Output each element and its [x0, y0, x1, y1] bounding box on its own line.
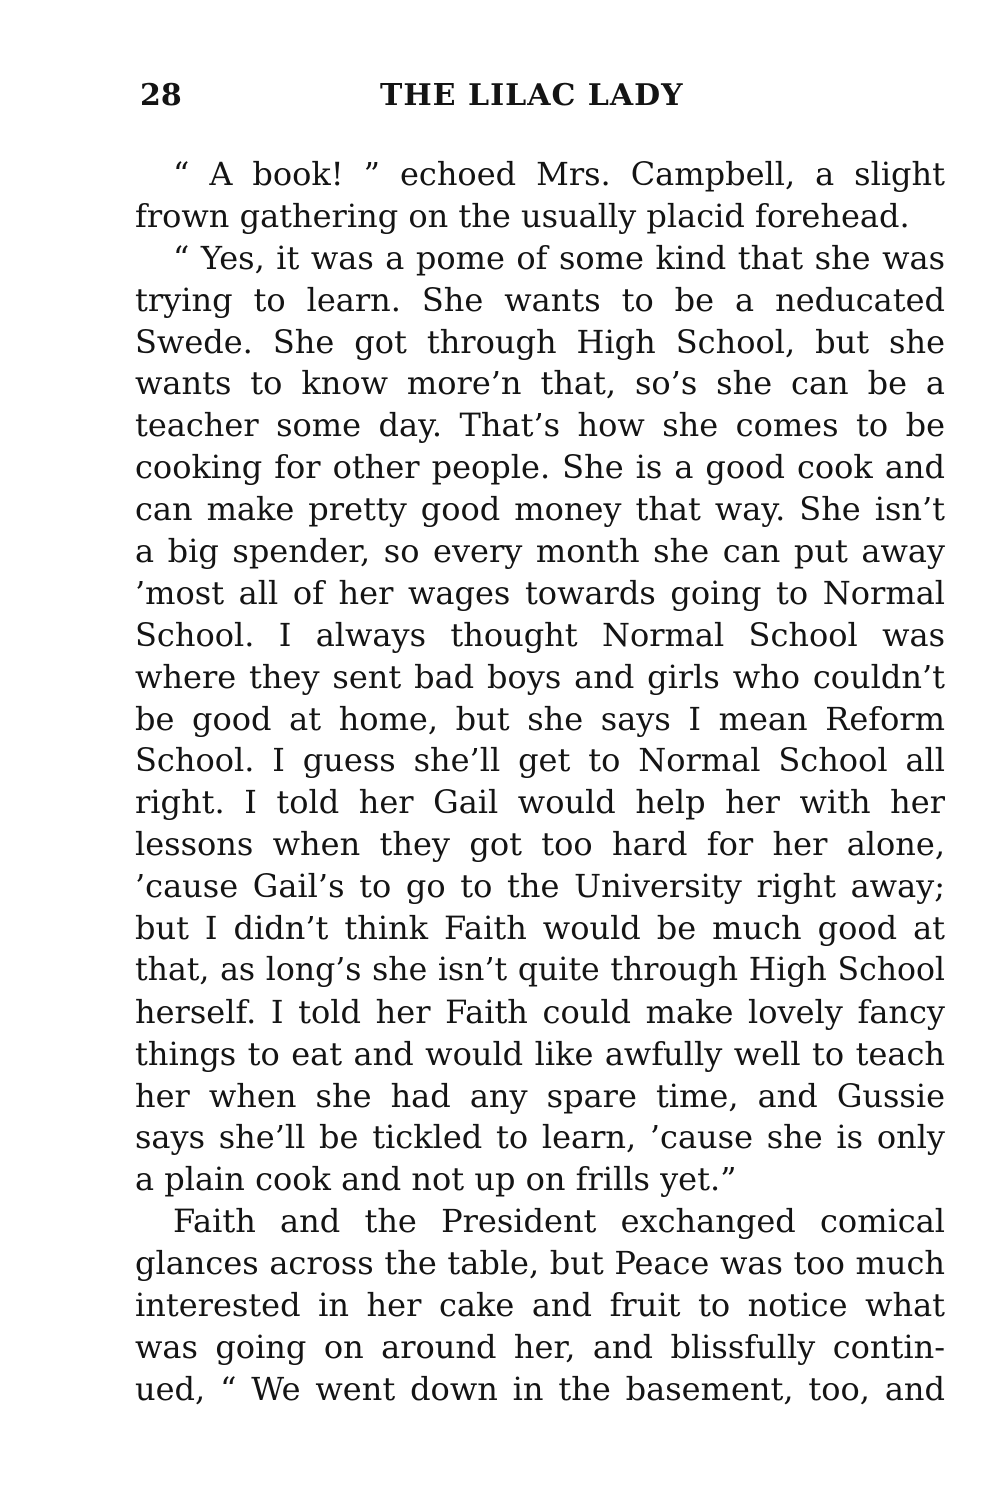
text-line: interested in her cake and fruit to notice what: [135, 1286, 945, 1325]
text-line: Swede. She got through High School, but she: [135, 322, 945, 361]
text-line: School. I always thought Normal School was: [135, 615, 945, 654]
text-line: ’most all of her wages towards going to Normal: [135, 573, 945, 612]
body-text: [135, 154, 945, 1411]
text-line: glances across the table, but Peace was too much: [135, 1244, 945, 1283]
text-line: wants to know more’n that, so’s she can be a: [135, 364, 945, 403]
text-line: right. I told her Gail would help her with her: [135, 783, 945, 822]
page-number: 28: [140, 78, 182, 113]
text-line: things to eat and would like awfully well to teach: [135, 1034, 945, 1073]
text-line: but I didn’t think Faith would be much good at: [135, 909, 945, 948]
text-line: her when she had any spare time, and Gussie: [135, 1076, 945, 1115]
text-line: trying to learn. She wants to be a neducated: [135, 280, 945, 319]
text-line: teacher some day. That’s how she comes to be: [135, 406, 945, 445]
text-line: where they sent bad boys and girls who couldn’t: [135, 657, 945, 696]
text-line: “ A book! ” echoed Mrs. Campbell, a slight: [173, 155, 945, 193]
text-line: a plain cook and not up on frills yet.”: [135, 1160, 737, 1199]
text-line: “ Yes, it was a pome of some kind that she was: [173, 238, 945, 277]
text-line: was going on around her, and blissfully contin-: [135, 1327, 945, 1366]
text-line: be good at home, but she says I mean Reform: [135, 699, 945, 738]
text-line: herself. I told her Faith could make lovely fancy: [135, 992, 945, 1031]
text-line: frown gathering on the usually placid forehead.: [135, 196, 910, 235]
text-line: a big spender, so every month she can put away: [135, 532, 945, 571]
text-line: ued, “ We went down in the basement, too, and: [135, 1369, 945, 1408]
text-line: lessons when they got too hard for her alone,: [135, 825, 945, 864]
text-line: cooking for other people. She is a good cook and: [135, 448, 945, 487]
text-line: School. I guess she’ll get to Normal School all: [135, 741, 945, 780]
page-header: [140, 78, 720, 118]
text-line: can make pretty good money that way. She isn’t: [135, 490, 945, 529]
running-title: THE LILAC LADY: [380, 78, 684, 113]
text-line: Faith and the President exchanged comical: [173, 1202, 945, 1241]
text-line: says she’ll be tickled to learn, ’cause she is only: [135, 1118, 945, 1157]
text-line: ’cause Gail’s to go to the University right away;: [135, 867, 945, 906]
text-line: that, as long’s she isn’t quite through High School: [135, 951, 945, 988]
